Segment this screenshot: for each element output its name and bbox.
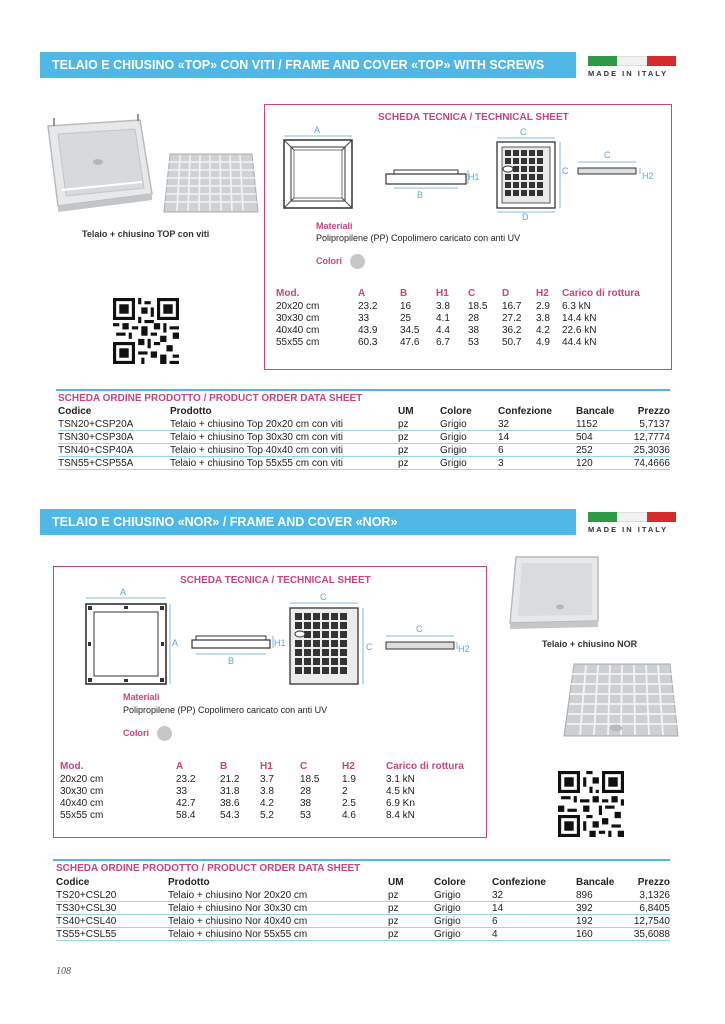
section2-colors-text: Colori: [123, 727, 149, 738]
gray-color-swatch: [157, 726, 172, 741]
section1-materials-text: Polipropilene (PP) Copolimero caricato con anti UV: [316, 233, 521, 243]
order-row: TS55+CSL55 Telaio + chiusino Nor 55x55 cm pz Grigio 4 160 35,6088: [56, 928, 670, 940]
section1-technical-diagram: [276, 124, 666, 224]
section1-photo-caption: Telaio + chiusino TOP con viti: [82, 229, 210, 239]
section1-order-title: SCHEDA ORDINE PRODOTTO / PRODUCT ORDER DATA SHEET: [58, 393, 363, 404]
section1-tech-sheet-title: SCHEDA TECNICA / TECHNICAL SHEET: [378, 112, 569, 123]
spec-row: 30x30 cm 33 25 4.1 28 27.2 3.8 14.4 kN: [276, 312, 597, 324]
spec-row: 40x40 cm 42.7 38.6 4.2 38 2.5 6.9 Kn: [60, 797, 415, 809]
top-frame-photo: [40, 112, 155, 212]
made-in-italy-flag: [588, 56, 676, 80]
order-row: TS30+CSL30 Telaio + chiusino Nor 30x30 cm pz Grigio 14 392 6,8405: [56, 902, 670, 914]
dim-h2-label: H2: [458, 644, 470, 654]
nor-frame-photo: [506, 553, 602, 631]
dim-c-label: C: [520, 127, 527, 137]
section1-spec-table: [276, 287, 656, 348]
section2-order-title: SCHEDA ORDINE PRODOTTO / PRODUCT ORDER DATA SHEET: [56, 863, 361, 874]
section2-technical-diagram: [80, 586, 480, 690]
section2-order-table: [56, 876, 670, 941]
section2-banner-title: TELAIO E CHIUSINO «NOR» / FRAME AND COVER «NOR»: [52, 515, 398, 529]
section1-order-top-line: [56, 389, 670, 391]
section2-colors-label: [123, 726, 172, 741]
qr-code-icon-2: [558, 771, 624, 837]
order-row: TSN30+CSP30A Telaio + chiusino Top 30x30 cm con viti pz Grigio 14 504 12,7774: [58, 431, 670, 443]
spec-row: 20x20 cm 23.2 16 3.8 18.5 16.7 2.9 6.3 kN: [276, 300, 591, 312]
dim-h1-label: H1: [274, 638, 286, 648]
made-in-italy-text: MADE IN ITALY: [588, 69, 669, 78]
order-row: TSN55+CSP55A Telaio + chiusino Top 55x55 cm con viti pz Grigio 3 120 74,4666: [58, 457, 670, 469]
section1-banner: [40, 52, 576, 78]
qr-code-icon: [113, 298, 179, 364]
order-row: TSN20+CSP20A Telaio + chiusino Top 20x20 cm con viti pz Grigio 32 1152 5,7137: [58, 418, 670, 430]
italian-flag-icon: [588, 512, 676, 522]
section2-banner: [40, 509, 576, 535]
dim-d-label: D: [522, 212, 529, 222]
spec-header-row: Mod. A B H1 C H2 Carico di rottura: [60, 761, 464, 772]
section1-banner-title: TELAIO E CHIUSINO «TOP» CON VITI / FRAME AND COVER «TOP» WITH SCREWS: [52, 58, 545, 72]
dim-a-label: A: [314, 125, 321, 135]
dim-a-label: A: [120, 587, 127, 597]
section2-tech-sheet-title: SCHEDA TECNICA / TECHNICAL SHEET: [180, 575, 371, 586]
dim-c-profile-label: C: [604, 150, 611, 160]
dim-c-profile-label: C: [416, 624, 423, 634]
dim-b-label: B: [228, 656, 235, 666]
spec-header-row: Mod. A B H1 C D H2 Carico di rottura: [276, 288, 640, 299]
section2-materials-text: Polipropilene (PP) Copolimero caricato con anti UV: [123, 705, 328, 715]
gray-color-swatch: [350, 254, 365, 269]
order-header-row: Codice Prodotto UM Colore Confezione Bancale Prezzo: [58, 406, 670, 417]
section2-spec-table: [60, 760, 480, 821]
grate-cover-photo: [160, 150, 260, 216]
dim-c-side-label: C: [562, 166, 569, 176]
dim-h1-label: H1: [468, 172, 480, 182]
spec-row: 55x55 cm 58.4 54.3 5.2 53 4.6 8.4 kN: [60, 809, 415, 821]
dim-c-side-label: C: [366, 642, 373, 652]
dim-h2-label: H2: [642, 171, 654, 181]
section1-order-table: [58, 405, 670, 470]
spec-row: 55x55 cm 60.3 47.6 6.7 53 50.7 4.9 44.4 kN: [276, 336, 597, 348]
made-in-italy-flag-2: [588, 512, 676, 536]
nor-grate-photo: [560, 658, 680, 742]
made-in-italy-text: MADE IN ITALY: [588, 525, 669, 534]
section2-order-top-line: [53, 859, 670, 861]
dim-c-label: C: [320, 592, 327, 602]
spec-row: 40x40 cm 43.9 34.5 4.4 38 36.2 4.2 22.6 kN: [276, 324, 597, 336]
order-row: TS40+CSL40 Telaio + chiusino Nor 40x40 cm pz Grigio 6 192 12,7540: [56, 915, 670, 927]
section2-materials-label: Materiali: [123, 692, 160, 702]
section1-colors-text: Colori: [316, 255, 342, 266]
dim-a-side-label: A: [172, 638, 179, 648]
page-number: 108: [56, 966, 71, 977]
order-row: TS20+CSL20 Telaio + chiusino Nor 20x20 cm pz Grigio 32 896 3,1326: [56, 889, 670, 901]
dim-b-label: B: [417, 190, 424, 200]
section1-materials-label: Materiali: [316, 221, 353, 231]
spec-row: 20x20 cm 23.2 21.2 3.7 18.5 1.9 3.1 kN: [60, 773, 415, 785]
spec-row: 30x30 cm 33 31.8 3.8 28 2 4.5 kN: [60, 785, 415, 797]
italian-flag-icon: [588, 56, 676, 66]
section1-colors-label: [316, 254, 365, 269]
order-row: TSN40+CSP40A Telaio + chiusino Top 40x40 cm con viti pz Grigio 6 252 25,3036: [58, 444, 670, 456]
order-header-row: Codice Prodotto UM Colore Confezione Bancale Prezzo: [56, 877, 670, 888]
section2-photo-caption: Telaio + chiusino NOR: [542, 639, 638, 649]
